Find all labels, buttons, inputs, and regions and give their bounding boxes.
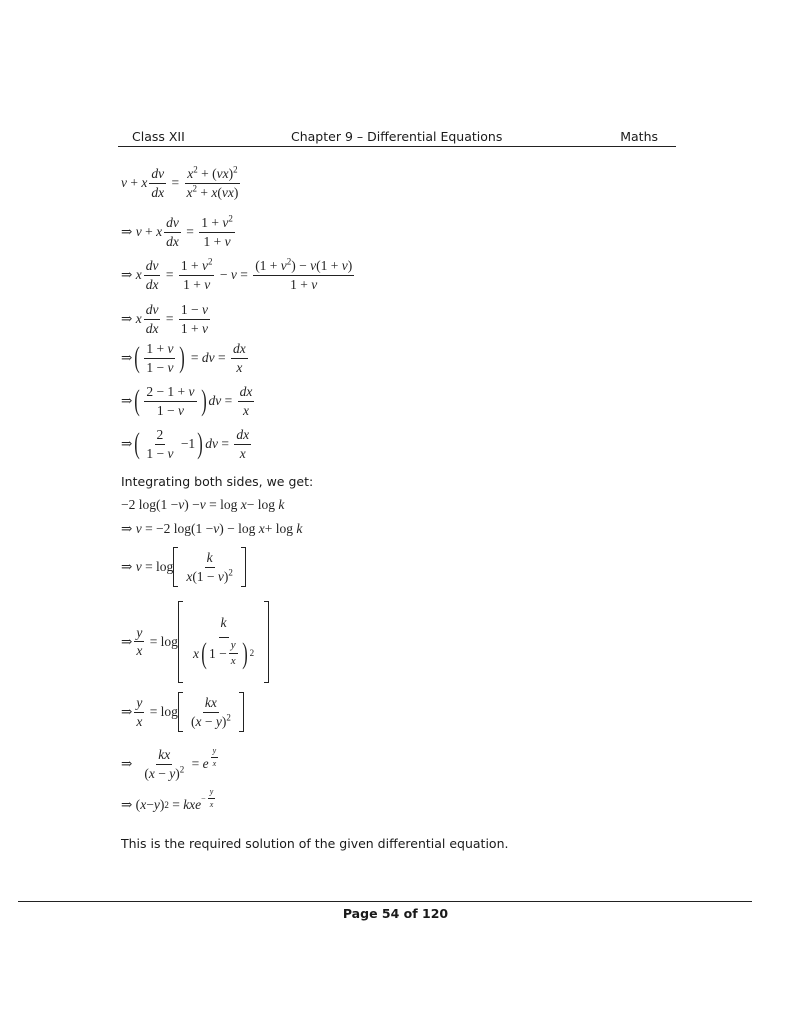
equation-14: ⇒ ( x − y ) 2 = kxe − $\frac{y}{x}$: [121, 787, 214, 812]
header-subject: Maths: [620, 129, 658, 144]
equation-2: ⇒ v + x $\frac{dv}{dx}$ = $\frac{1 + v^2}{1 + v}$: [121, 213, 233, 249]
equation-6: ⇒ ( $\frac{2 - 1 + v}{1 - v}$ ) dv = $\frac{dx}{x}$: [121, 384, 253, 418]
footer-divider: [18, 901, 752, 902]
equation-5: ⇒ ( $\frac{1 + v}{1 - v}$ ) = dv = $\frac{dx}{x}$: [121, 341, 246, 375]
equation-8: −2 log(1 − v ) − v = log x − log k: [121, 497, 285, 512]
equation-13: ⇒ $\frac{kx}{(x - y)^2}$ = e $\frac{y}{x}$: [121, 746, 217, 781]
equation-7: ⇒ ( $\frac{2}{1 - v}$ −1 ) dv = $\frac{dx}{x}$: [121, 427, 250, 461]
equation-11: ⇒ $\frac{y}{x}$ = log k x ( 1 − $\frac{y}{x}$ ) 2: [121, 601, 269, 683]
equation-12: ⇒ $\frac{y}{x}$ = log $\frac{kx}{(x - y)^2}$: [121, 692, 244, 732]
page-number: Page 54 of 120: [342, 906, 449, 921]
page-header: [118, 129, 676, 147]
equation-10: ⇒ v = log $\frac{k}{x(1 - v)^2}$: [121, 547, 246, 587]
equation-1: v + x $\frac{dv}{dx}$ = $\frac{x^2 + (vx)^2}{x^2 + x(vx)}$: [121, 164, 239, 200]
equation-4: ⇒ x $\frac{dv}{dx}$ = $\frac{1 - v}{1 + v}$: [121, 302, 208, 336]
integrating-text: Integrating both sides, we get:: [121, 474, 314, 489]
header-class: Class XII: [132, 129, 185, 144]
conclusion-text: This is the required solution of the given differential equation.: [121, 836, 509, 851]
equation-3: ⇒ x $\frac{dv}{dx}$ = $\frac{1 + v^2}{1 + v}$ − v = $\frac{(1 + v^2) - v(1 + v)}{1 + v}$: [121, 256, 353, 292]
equation-9: ⇒ v = −2 log(1 − v ) − log x + log k: [121, 521, 303, 536]
header-chapter: Chapter 9 – Differential Equations: [291, 129, 503, 144]
